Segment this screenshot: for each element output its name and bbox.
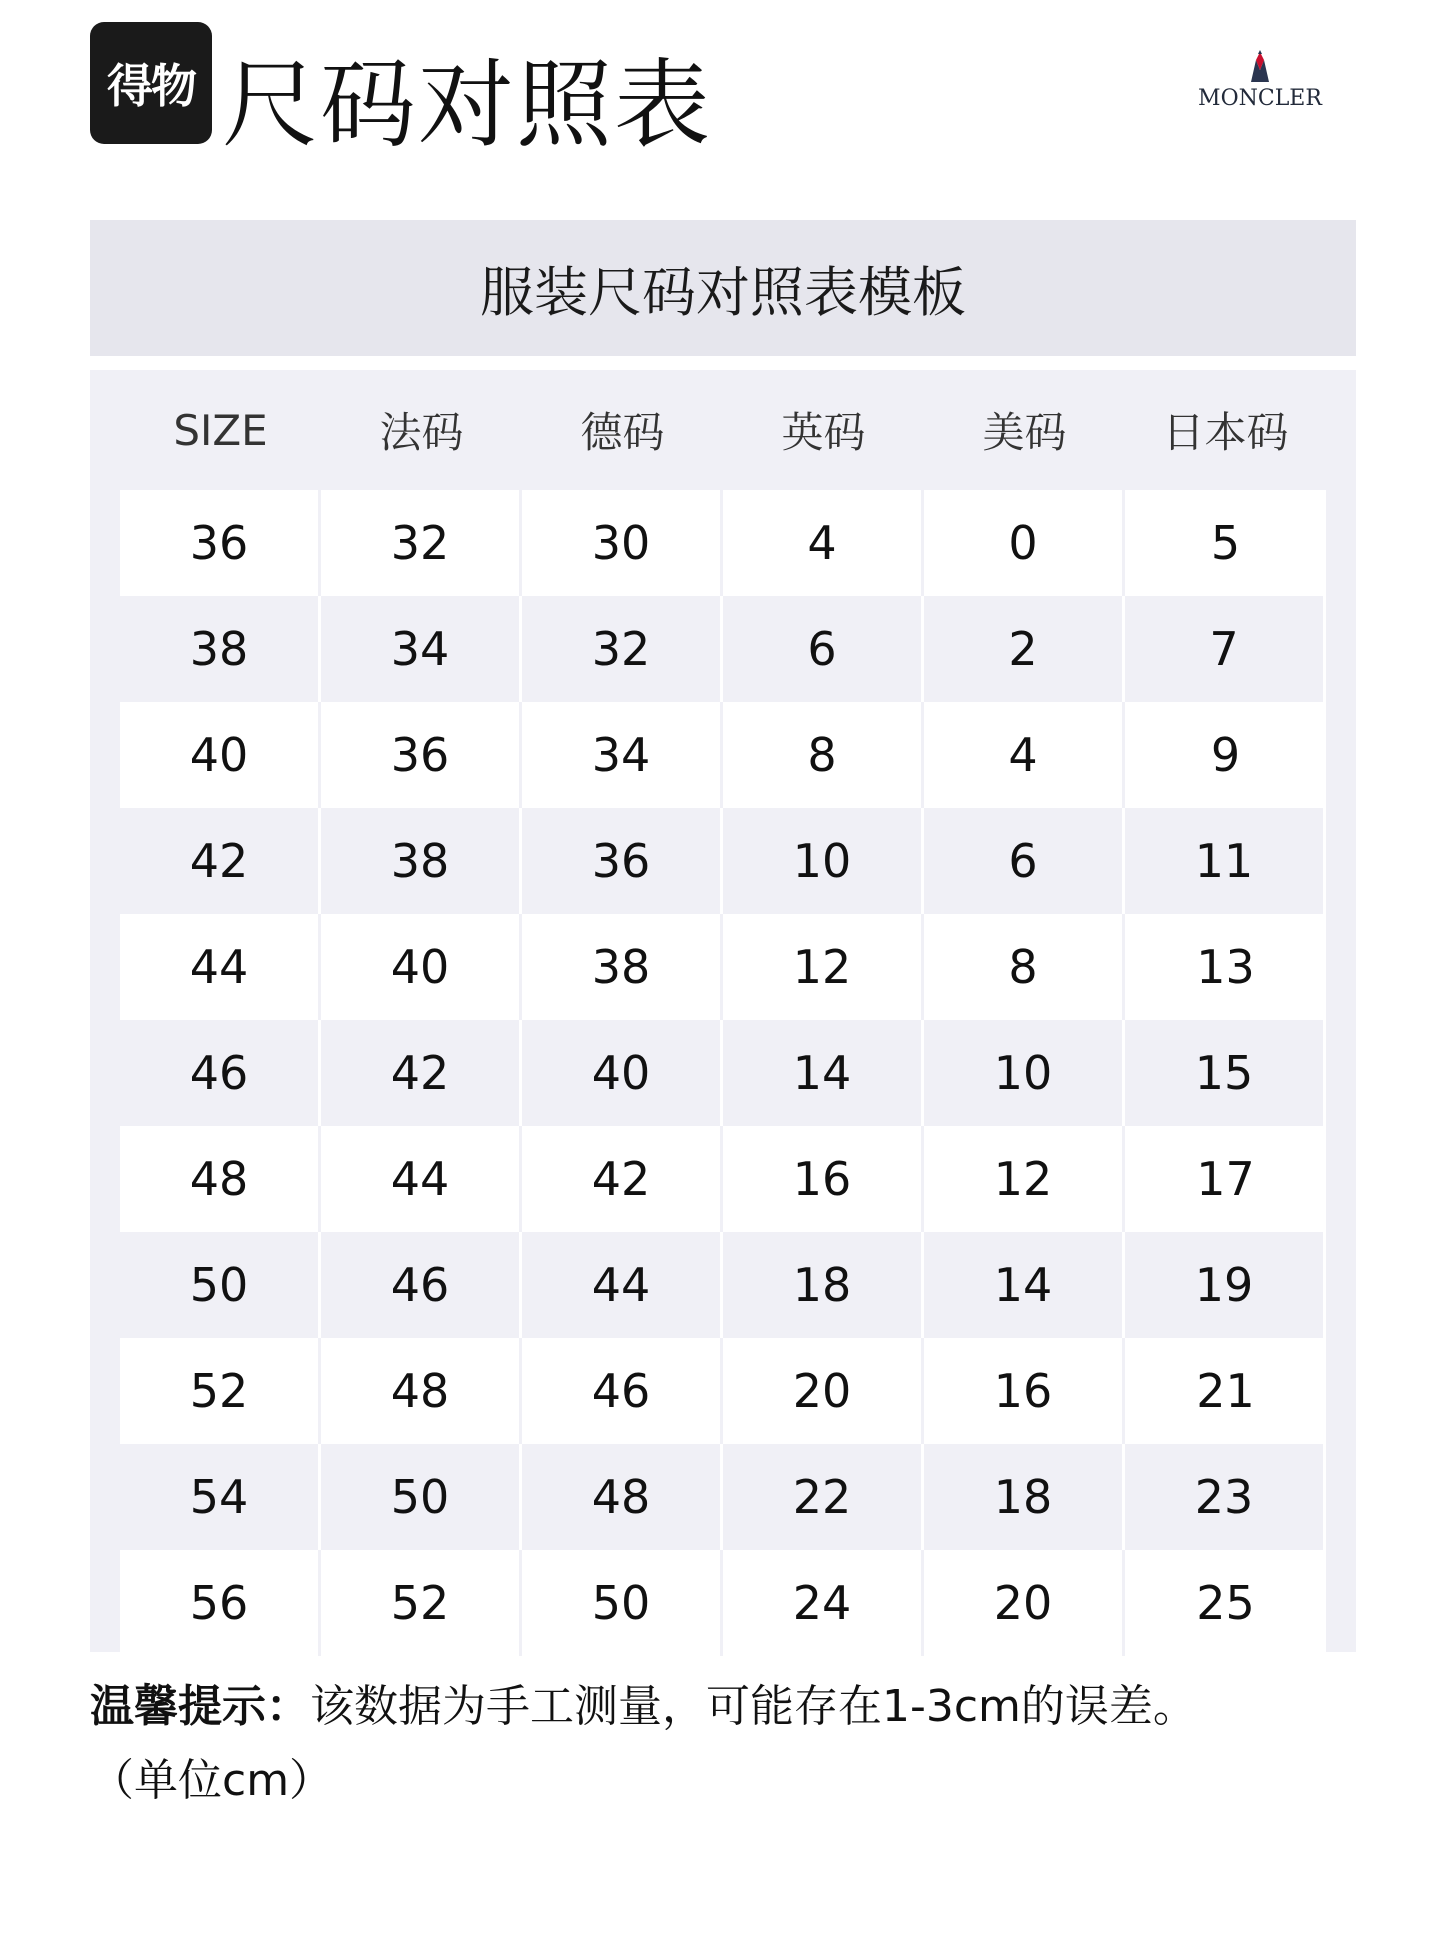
- table-cell: 48: [120, 1126, 321, 1232]
- table-row: [120, 1126, 1326, 1232]
- table-cell: 22: [723, 1444, 924, 1550]
- note-label: 温馨提示：: [90, 1681, 310, 1732]
- table-cell: 25: [1125, 1550, 1326, 1656]
- table-cell: 34: [522, 702, 723, 808]
- table-cell: 19: [1125, 1232, 1326, 1338]
- table-cell: 46: [522, 1338, 723, 1444]
- table-cell: 11: [1125, 808, 1326, 914]
- table-cell: 16: [924, 1338, 1125, 1444]
- table-cell: 30: [522, 490, 723, 596]
- app-logo-text: 得物: [107, 59, 195, 113]
- column-header-size: SIZE: [173, 405, 268, 455]
- app-logo: [90, 22, 212, 144]
- table-row: [120, 1232, 1326, 1338]
- table-header: [120, 370, 1326, 490]
- table-cell: 50: [321, 1444, 522, 1550]
- table-cell: 14: [723, 1020, 924, 1126]
- table-cell: 38: [321, 808, 522, 914]
- table-cell: 18: [723, 1232, 924, 1338]
- table-cell: 8: [924, 914, 1125, 1020]
- table-cell: 36: [321, 702, 522, 808]
- table-cell: 12: [924, 1126, 1125, 1232]
- table-cell: 40: [120, 702, 321, 808]
- table-title-bar: [90, 220, 1356, 356]
- table-cell: 13: [1125, 914, 1326, 1020]
- table-cell: 46: [321, 1232, 522, 1338]
- table-cell: 40: [522, 1020, 723, 1126]
- table-cell: 32: [522, 596, 723, 702]
- table-cell: 23: [1125, 1444, 1326, 1550]
- page-title: 尺码对照表: [222, 49, 712, 161]
- table-cell: 48: [522, 1444, 723, 1550]
- table-cell: 0: [924, 490, 1125, 596]
- table-cell: 44: [321, 1126, 522, 1232]
- table-cell: 54: [120, 1444, 321, 1550]
- table-row: [120, 596, 1326, 702]
- table-cell: 56: [120, 1550, 321, 1656]
- table-cell: 40: [321, 914, 522, 1020]
- table-cell: 50: [522, 1550, 723, 1656]
- table-cell: 2: [924, 596, 1125, 702]
- table-row: [120, 1020, 1326, 1126]
- table-cell: 6: [723, 596, 924, 702]
- table-cell: 10: [924, 1020, 1125, 1126]
- table-cell: 50: [120, 1232, 321, 1338]
- table-cell: 5: [1125, 490, 1326, 596]
- column-header-uk: 英码: [781, 408, 866, 457]
- table-cell: 18: [924, 1444, 1125, 1550]
- table-cell: 20: [723, 1338, 924, 1444]
- brand-logo: [1180, 50, 1340, 111]
- footer-note: [90, 1670, 1356, 1818]
- table-cell: 42: [120, 808, 321, 914]
- table-row: [120, 702, 1326, 808]
- table-row: [120, 490, 1326, 596]
- table-cell: 44: [522, 1232, 723, 1338]
- table-cell: 10: [723, 808, 924, 914]
- table-cell: 9: [1125, 702, 1326, 808]
- table-row: [120, 914, 1326, 1020]
- note-text: 该数据为手工测量，可能存在1-3cm的误差。: [310, 1681, 1197, 1732]
- table-cell: 38: [522, 914, 723, 1020]
- table-row: [120, 1444, 1326, 1550]
- unit-note: （单位cm）: [90, 1755, 334, 1806]
- table-cell: 12: [723, 914, 924, 1020]
- table-cell: 42: [321, 1020, 522, 1126]
- brand-name: MONCLER: [1198, 86, 1322, 111]
- column-header-jp: 日本码: [1162, 408, 1289, 457]
- size-table: [90, 370, 1356, 1652]
- table-cell: 34: [321, 596, 522, 702]
- table-cell: 36: [522, 808, 723, 914]
- table-cell: 36: [120, 490, 321, 596]
- table-row: [120, 808, 1326, 914]
- table-cell: 16: [723, 1126, 924, 1232]
- table-title: 服装尺码对照表模板: [480, 260, 966, 324]
- table-cell: 4: [723, 490, 924, 596]
- table-cell: 7: [1125, 596, 1326, 702]
- column-header-fr: 法码: [379, 408, 464, 457]
- table-cell: 44: [120, 914, 321, 1020]
- table-cell: 14: [924, 1232, 1125, 1338]
- table-cell: 17: [1125, 1126, 1326, 1232]
- table-cell: 8: [723, 702, 924, 808]
- table-cell: 46: [120, 1020, 321, 1126]
- table-body: [120, 490, 1326, 1656]
- table-cell: 15: [1125, 1020, 1326, 1126]
- table-cell: 52: [321, 1550, 522, 1656]
- column-header-de: 德码: [580, 408, 665, 457]
- table-row: [120, 1550, 1326, 1656]
- table-cell: 21: [1125, 1338, 1326, 1444]
- brand-emblem-icon: [1245, 50, 1275, 84]
- table-cell: 24: [723, 1550, 924, 1656]
- table-cell: 42: [522, 1126, 723, 1232]
- table-cell: 6: [924, 808, 1125, 914]
- table-cell: 4: [924, 702, 1125, 808]
- table-cell: 38: [120, 596, 321, 702]
- table-row: [120, 1338, 1326, 1444]
- table-cell: 32: [321, 490, 522, 596]
- table-cell: 20: [924, 1550, 1125, 1656]
- table-cell: 52: [120, 1338, 321, 1444]
- table-cell: 48: [321, 1338, 522, 1444]
- column-header-us: 美码: [982, 408, 1067, 457]
